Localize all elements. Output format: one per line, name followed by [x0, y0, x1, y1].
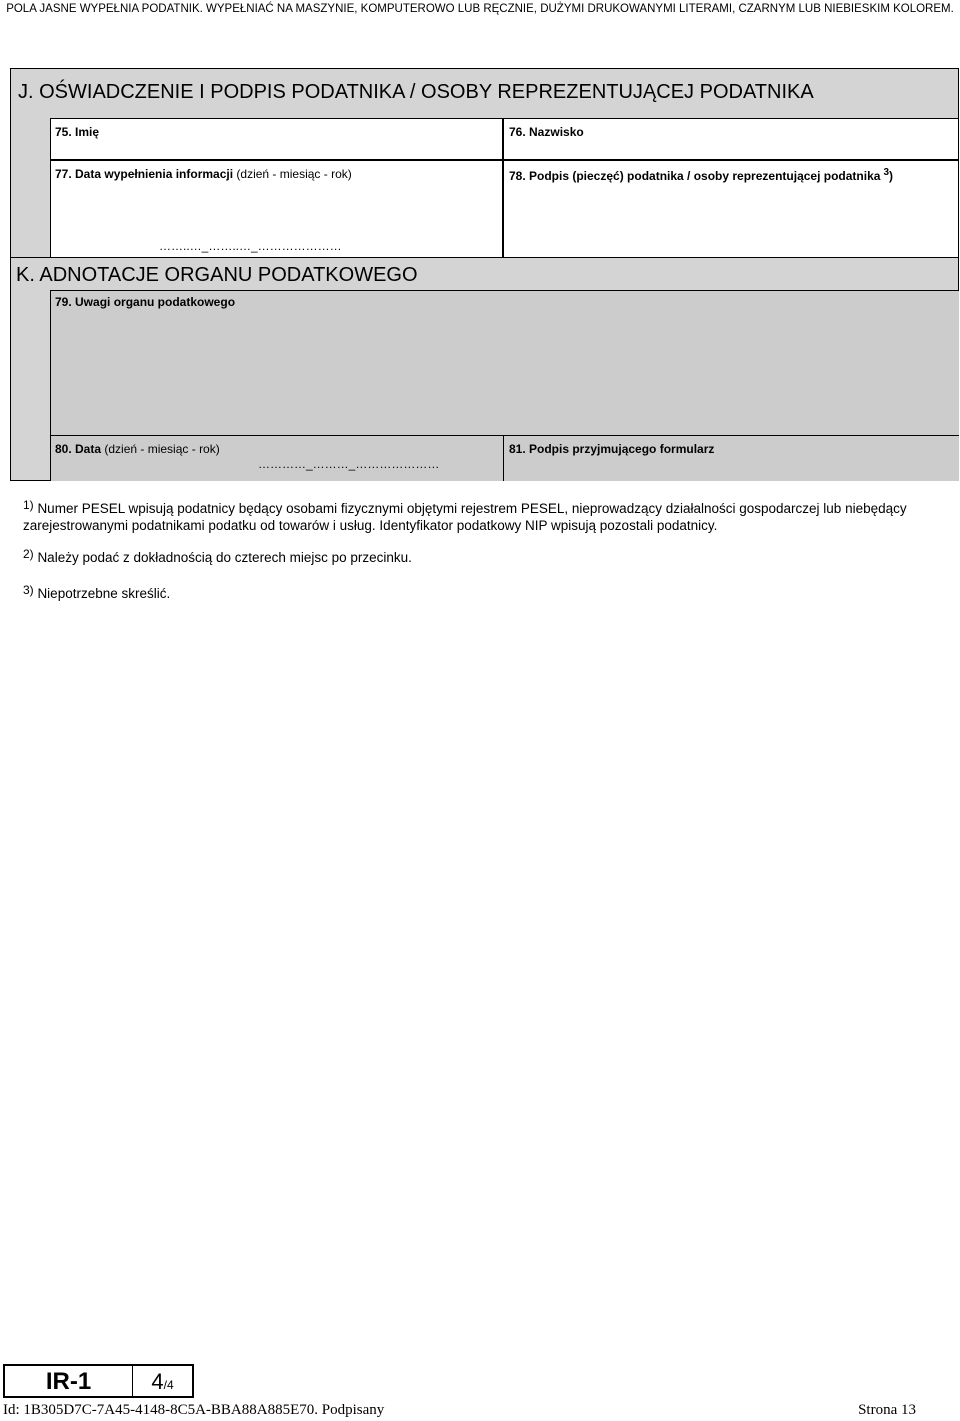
page-number: 4: [151, 1369, 164, 1394]
footnote-3-text: Niepotrzebne skreślić.: [37, 586, 171, 601]
footnote-1: [23, 497, 923, 534]
page-total: /4: [163, 1378, 174, 1392]
page-number-cell: [133, 1366, 192, 1396]
section-k-title: K. ADNOTACJE ORGANU PODATKOWEGO: [16, 264, 418, 286]
field-77-label: [55, 167, 352, 181]
field-77-date[interactable]: [50, 160, 503, 258]
footnote-2: [23, 546, 923, 566]
footnote-1-mark: 1): [23, 498, 34, 512]
field-81-receiver-signature: [503, 435, 959, 481]
field-80-hint: (dzień - miesiąc - rok): [104, 442, 220, 456]
page-label: Strona 13: [858, 1402, 916, 1418]
field-78-label: [509, 167, 893, 183]
field-76-last-name[interactable]: [503, 118, 959, 160]
footnote-3-mark: 3): [23, 583, 34, 597]
field-78-footnote-ref: 3: [883, 167, 889, 178]
footnote-3: [23, 582, 923, 602]
footnote-1-text: Numer PESEL wpisują podatnicy będący osobami fizycznymi objętymi rejestrem PESEL, nieprowadzący działalności gospodarczej lub niebędący zarejestrowanymi podatnikami podatku od towarów i usług. Identyfikator podatkowy NIP wpisują pozostali podatnicy.: [23, 501, 907, 533]
field-81-label: 81. Podpis przyjmującego formularz: [509, 442, 715, 456]
footnote-2-text: Należy podać z dokładnością do czterech miejsc po przecinku.: [37, 550, 412, 565]
field-77-hint: (dzień - miesiąc - rok): [236, 167, 352, 181]
field-79-label: 79. Uwagi organu podatkowego: [55, 295, 236, 309]
field-78-signature[interactable]: [503, 160, 959, 258]
field-79-remarks: [50, 290, 959, 435]
field-80-label: [55, 442, 220, 456]
field-80-date: [50, 435, 503, 481]
header-instruction: POLA JASNE WYPEŁNIA PODATNIK. WYPEŁNIAĆ NA MASZYNIE, KOMPUTEROWO LUB RĘCZNIE, DUŻYMI DRUKOWANYMI LITERAMI, CZARNYM LUB NIEBIESKIM KOLOREM.: [6, 3, 954, 15]
field-78-text: 78. Podpis (pieczęć) podatnika / osoby reprezentującej podatnika: [509, 169, 881, 183]
document-id: Id: 1B305D7C-7A45-4148-8C5A-BBA88A885E70. Podpisany: [3, 1402, 385, 1418]
form-code-cell: IR-1: [5, 1366, 133, 1396]
field-75-label: 75. Imię: [55, 125, 100, 139]
form-code-box: [3, 1364, 194, 1398]
field-76-label: 76. Nazwisko: [509, 125, 584, 139]
field-78-close: ): [889, 169, 893, 183]
field-77-number: 77. Data wypełnienia informacji: [55, 167, 234, 181]
field-75-first-name[interactable]: [50, 118, 503, 160]
field-80-date-placeholder: …………_………_…………………: [258, 457, 440, 471]
field-77-date-placeholder: ……..…_……..…_…………………: [159, 239, 342, 253]
footnote-2-mark: 2): [23, 547, 34, 561]
field-80-number: 80. Data: [55, 442, 102, 456]
section-j-title: J. OŚWIADCZENIE I PODPIS PODATNIKA / OSOBY REPREZENTUJĄCEJ PODATNIKA: [18, 81, 814, 103]
